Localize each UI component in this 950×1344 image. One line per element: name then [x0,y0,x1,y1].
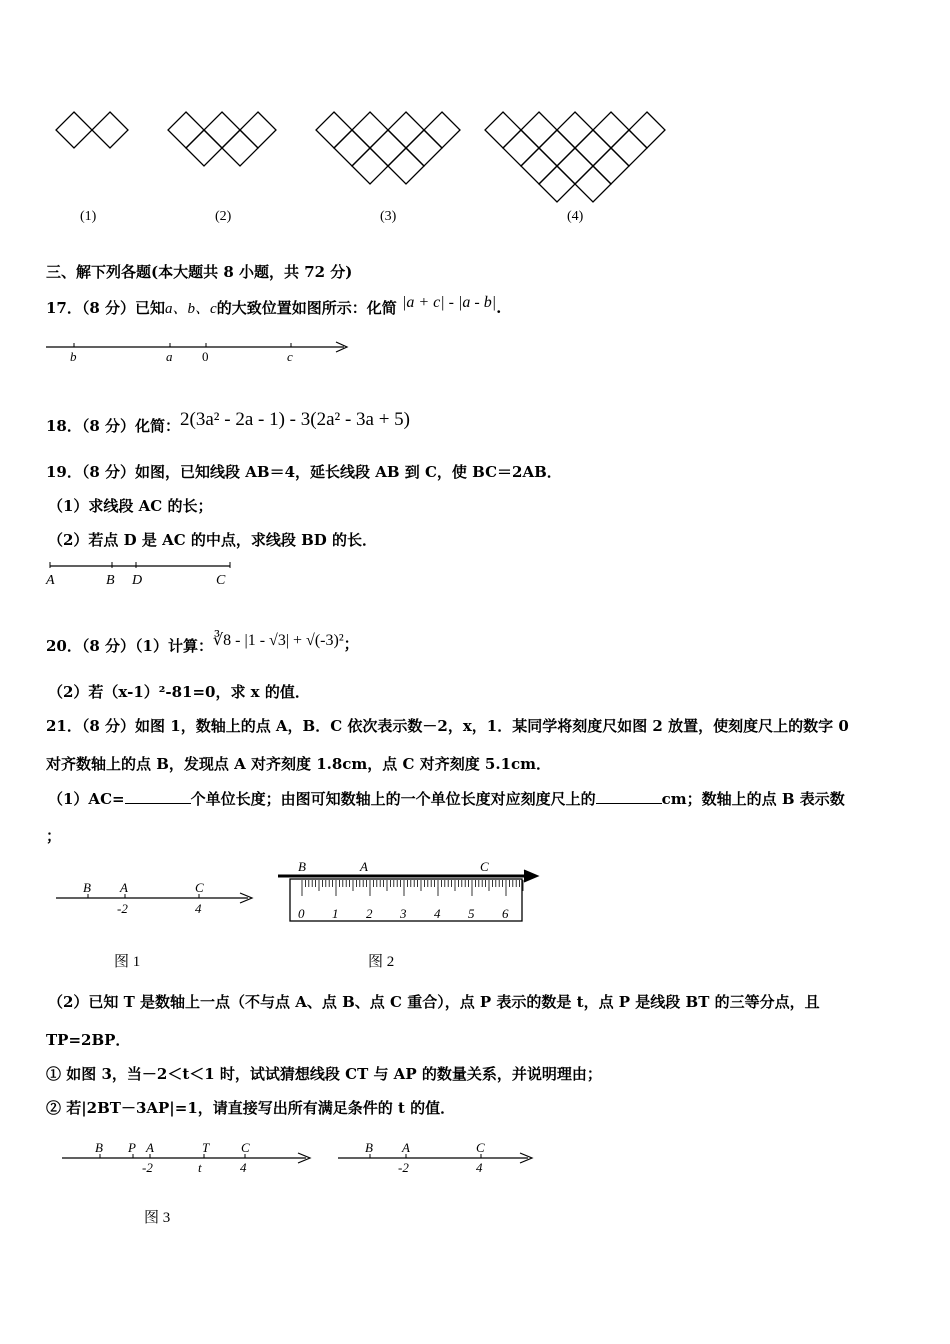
fig3a-value-C: 4 [240,1160,247,1175]
answer-blank-2[interactable] [596,788,662,804]
question-21-line2: 对齐数轴上的点 B，发现点 A 对齐刻度 1.8cm，点 C 对齐刻度 5.1cm． [46,755,552,773]
diamond-square-fig2 [240,112,276,148]
answer-blank-1[interactable] [125,788,191,804]
q21-part1-b: 个单位长度；由图可知数轴上的一个单位长度对应刻度尺上的 [190,790,596,808]
q19-label-D: D [132,573,143,588]
question-17 [46,294,502,319]
diamond-square-fig4 [521,148,557,184]
question-21-part1 [48,788,845,809]
ruler-tick-6: 6 [502,906,509,921]
fig3a-value-A: -2 [142,1160,153,1175]
question-18 [46,409,411,435]
fig3a-point-A: A [146,1140,154,1155]
diamond-square-fig4 [539,130,575,166]
question-19-line3: （2）若点 D 是 AC 的中点，求线段 BD 的长． [48,531,378,549]
ruler-tick-0: 0 [298,906,305,921]
diamond-square-fig3 [316,112,352,148]
question-21-line4: ； [46,827,62,845]
fig1-point-C: C [195,880,204,895]
q19-label-A: A [46,573,55,588]
question-21-part2-line1: （2）已知 T 是数轴上一点（不与点 A、点 B、点 C 重合），点 P 表示的数是 t，点 P 是线段 BT 的三等分点，且 [48,993,820,1011]
fig1-point-A: A [120,880,128,895]
section-heading: 三、解下列各题(本大题共 8 小题，共 72 分) [46,263,353,281]
q17-vars: a、b、c [165,301,217,317]
diamond-square-fig4 [575,166,611,202]
diamond-square-fig2 [222,130,258,166]
ruler-tick-1: 1 [332,906,339,921]
q17-axis-label-b: b [70,349,77,364]
diamond-square-fig3 [388,148,424,184]
q17-axis-label-c: c [287,349,293,364]
figure-label-2: (2) [215,209,232,224]
fig3b-value-A: -2 [398,1160,409,1175]
question-21-part2-line2: TP=2BP． [46,1031,131,1049]
fig3b-point-B: B [365,1140,373,1155]
question-21-part2-line4: ② 若|2BT－3AP|=1，请直接写出所有满足条件的 t 的值． [46,1099,456,1117]
fig3a-point-P: P [128,1140,136,1155]
question-20-part2: （2）若（x-1）²-81=0，求 x 的值． [48,683,310,701]
q17-number-line [44,338,354,364]
question-19-line1: 19．（8 分）如图，已知线段 AB＝4，延长线段 AB 到 C，使 BC＝2AB． [46,463,562,481]
fig3a-point-B: B [95,1140,103,1155]
diamond-square-fig3 [424,112,460,148]
q19-label-B: B [106,573,115,588]
question-21-part2-line3: ① 如图 3，当－2＜t＜1 时，试试猜想线段 CT 与 AP 的数量关系，并说明理由； [46,1065,602,1083]
q21-part1-a: （1）AC= [48,790,125,808]
diamond-square-fig3 [352,148,388,184]
fig1-value-C: 4 [195,901,202,916]
diamond-square-fig4 [593,148,629,184]
diamond-pattern-figures [40,100,690,230]
q18-expression: 2(3a² - 2a - 1) - 3(2a² - 3a + 5) [180,409,411,430]
figure-label-1: (1) [80,209,97,224]
diamond-square-fig3 [406,130,442,166]
diamond-square-fig4 [557,112,593,148]
fig1-value-A: -2 [117,901,128,916]
diamond-square-fig4 [593,112,629,148]
fig2-point-A: A [360,859,368,874]
question-21-line1: 21．（8 分）如图 1，数轴上的点 A，B．C 依次表示数－2，x，1．某同学将刻度尺如图 2 放置，使刻度尺上的数字 0 [46,717,849,735]
figure-3-caption: 图 3 [144,1210,171,1226]
q18-prefix: 18．（8 分）化简： [46,417,181,435]
ruler-tick-2: 2 [366,906,373,921]
figure-label-4: (4) [567,209,584,224]
figure-label-3: (3) [380,209,397,224]
diamond-square-fig2 [168,112,204,148]
ruler-tick-3: 3 [400,906,407,921]
fig2-point-B: B [298,859,306,874]
q19-segment-figure [44,560,244,590]
diamond-square-fig3 [352,112,388,148]
question-19-line2: （1）求线段 AC 的长； [48,497,213,515]
q17-axis-label-a: a [166,349,173,364]
q21-part1-c: cm；数轴上的点 B 表示数 [661,790,845,808]
fig3b-point-A: A [402,1140,410,1155]
diamond-square-fig4 [611,130,647,166]
ruler-tick-5: 5 [468,906,475,921]
q21-figure-3b [334,1138,546,1182]
fig2-point-C: C [480,859,489,874]
q19-label-C: C [216,573,226,588]
diamond-square-fig3 [334,130,370,166]
question-20 [46,634,359,655]
diamond-square-fig3 [370,130,406,166]
diamond-square-fig1 [92,112,128,148]
q21-figure-1 [52,878,262,922]
diamond-square-fig2 [204,112,240,148]
q17-prefix: 17．（8 分）已知 [46,299,166,317]
diamond-square-fig4 [503,130,539,166]
diamond-square-fig4 [521,112,557,148]
fig3a-point-T: T [202,1140,210,1155]
diamond-square-fig4 [557,148,593,184]
fig3a-point-C: C [241,1140,250,1155]
q20-prefix: 20．（8 分）（1）计算： [46,637,213,655]
ruler-tick-4: 4 [434,906,441,921]
q17-expression: |a + c| - |a - b| [401,294,497,311]
diamond-square-fig3 [388,112,424,148]
q20-expression: ∛8 - |1 - √3| + √(-3)² [212,632,344,649]
figure-1-caption: 图 1 [114,954,141,970]
q17-suffix: . [496,299,502,317]
fig3a-value-T: t [198,1160,202,1175]
diamond-square-fig4 [539,166,575,202]
diamond-square-fig1 [56,112,92,148]
diamond-square-fig4 [485,112,521,148]
q21-figure-3a [58,1138,320,1182]
diamond-square-fig4 [575,130,611,166]
fig3b-value-C: 4 [476,1160,483,1175]
figure-2-caption: 图 2 [368,954,395,970]
fig1-point-B: B [83,880,91,895]
diamond-square-fig2 [186,130,222,166]
fig3b-point-C: C [476,1140,485,1155]
q21-figure-2-ruler [274,856,546,926]
q20-suffix: ； [343,635,359,653]
q17-axis-label-0: 0 [202,349,209,364]
diamond-square-fig4 [629,112,665,148]
q17-mid: 的大致位置如图所示：化简 [216,299,397,317]
